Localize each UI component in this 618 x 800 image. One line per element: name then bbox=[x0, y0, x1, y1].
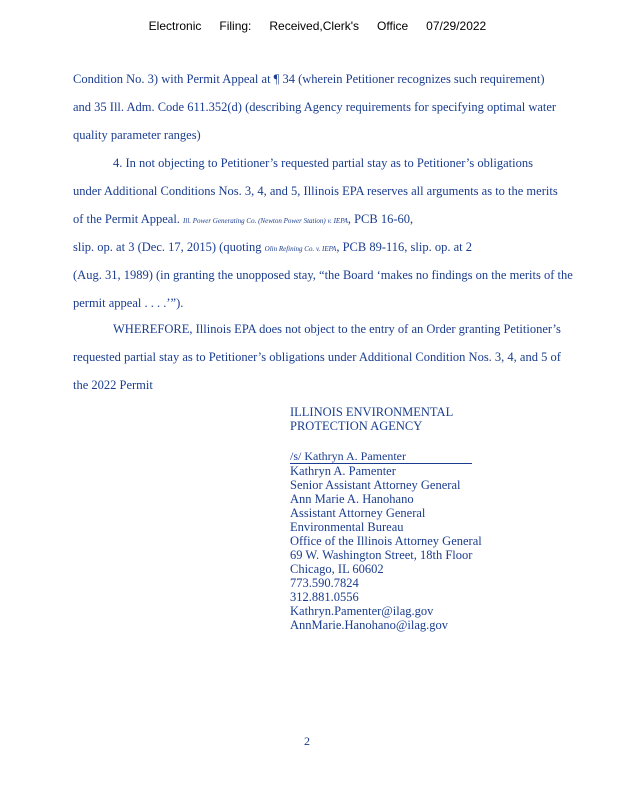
body-line-11: requested partial stay as to Petitioner’s obligations under Additional Condition Nos. 3, 4, and 5 of bbox=[73, 350, 561, 364]
office: Office of the Illinois Attorney General bbox=[290, 534, 482, 548]
signer-title: Senior Assistant Attorney General bbox=[290, 478, 461, 492]
wherefore-line-1: WHEREFORE, Illinois EPA does not object to the entry of an Order granting Petitioner’s bbox=[113, 322, 561, 336]
header-received: Received,Clerk's bbox=[269, 19, 360, 33]
co-signer-name: Ann Marie A. Hanohano bbox=[290, 492, 414, 506]
body-line-8: (Aug. 31, 1989) (in granting the unopposed stay, “the Board ‘makes no findings on the merits of the bbox=[73, 268, 573, 282]
co-signer-title: Assistant Attorney General bbox=[290, 506, 426, 520]
paragraph-4-line-1: 4. In not objecting to Petitioner’s requested partial stay as to Petitioner’s obligations bbox=[113, 156, 533, 170]
page-number: 2 bbox=[304, 734, 310, 748]
header-date: 07/29/2022 bbox=[426, 19, 487, 33]
signature-line: /s/ Kathryn A. Pamenter bbox=[290, 449, 472, 464]
email-2: AnnMarie.Hanohano@ilag.gov bbox=[290, 618, 449, 632]
bureau: Environmental Bureau bbox=[290, 520, 404, 534]
body-line-7 bbox=[73, 240, 472, 255]
signer-name: Kathryn A. Pamenter bbox=[290, 464, 396, 478]
body-line-6c: , PCB 16-60, bbox=[347, 212, 414, 226]
body-line-9: permit appeal . . . .’”). bbox=[73, 296, 184, 310]
header-office: Office bbox=[377, 19, 409, 33]
body-line-12: the 2022 Permit bbox=[73, 378, 153, 392]
body-line-1: Condition No. 3) with Permit Appeal at ¶ 34 (wherein Petitioner recognizes such requirement) bbox=[73, 72, 545, 86]
phone-1: 773.590.7824 bbox=[290, 576, 359, 590]
case-citation-ill-power: Ill. Power Generating Co. (Newton Power Station) v. IEPA bbox=[183, 217, 348, 225]
body-line-7a: slip. op. at 3 (Dec. 17, 2015) (quoting bbox=[73, 240, 262, 254]
agency-name-line-2: PROTECTION AGENCY bbox=[290, 419, 423, 433]
body-line-7c: , PCB 89-116, slip. op. at 2 bbox=[336, 240, 472, 254]
address-line-1: 69 W. Washington Street, 18th Floor bbox=[290, 548, 473, 562]
address-line-2: Chicago, IL 60602 bbox=[290, 562, 384, 576]
case-citation-olin: Olin Refining Co. v. IEPA bbox=[264, 245, 337, 253]
body-line-6a: of the Permit Appeal. bbox=[73, 212, 180, 226]
body-line-2: and 35 Ill. Adm. Code 611.352(d) (describing Agency requirements for specifying optimal water bbox=[73, 100, 557, 114]
body-line-5: under Additional Conditions Nos. 3, 4, and 5, Illinois EPA reserves all arguments as to the merits bbox=[73, 184, 558, 198]
email-1: Kathryn.Pamenter@ilag.gov bbox=[290, 604, 434, 618]
filing-stamp-header bbox=[142, 5, 504, 33]
body-line-3: quality parameter ranges) bbox=[73, 128, 201, 142]
agency-name-line-1: ILLINOIS ENVIRONMENTAL bbox=[290, 405, 454, 419]
header-electronic: Electronic bbox=[148, 19, 202, 33]
signature-block bbox=[290, 405, 482, 632]
phone-2: 312.881.0556 bbox=[290, 590, 359, 604]
body-line-6 bbox=[73, 212, 413, 227]
header-filing: Filing: bbox=[219, 19, 252, 33]
